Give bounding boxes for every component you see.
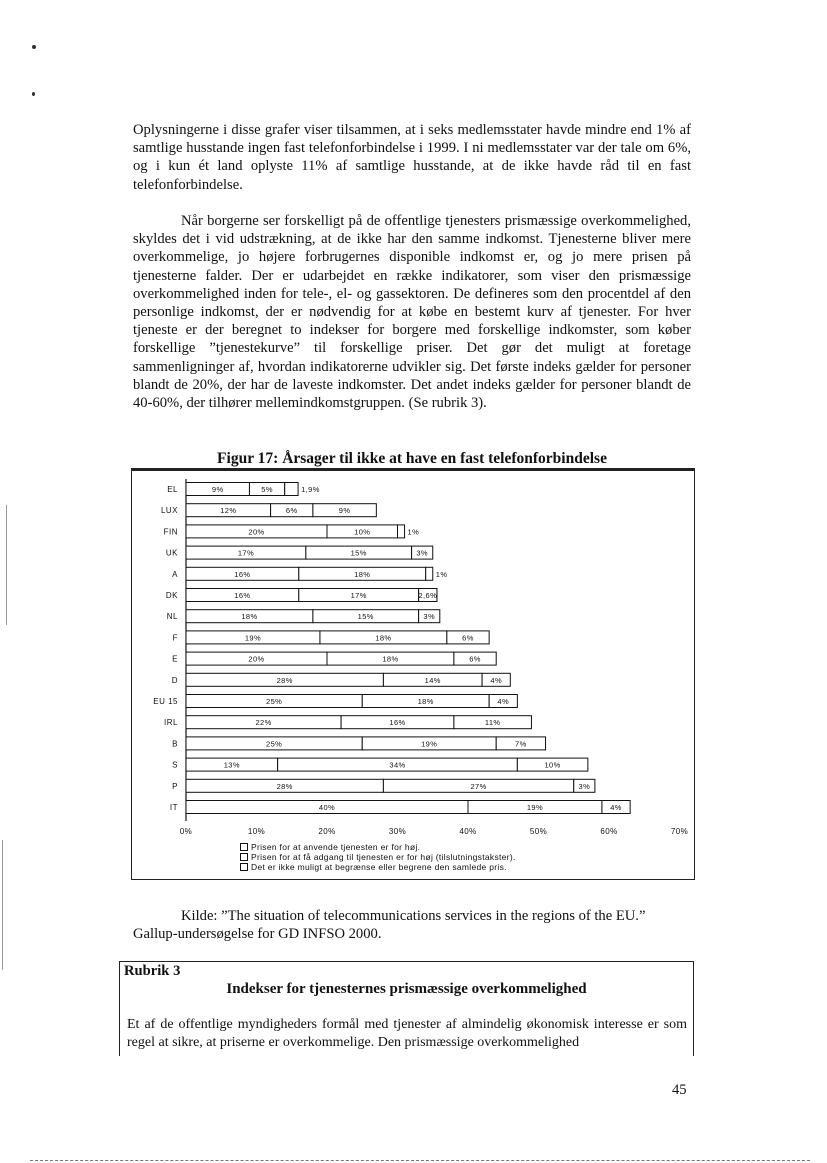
category-label: E [172, 654, 178, 664]
category-label: EU 15 [153, 697, 178, 706]
category-label: F [172, 633, 178, 643]
data-label: 25% [266, 739, 283, 749]
category-label: P [172, 781, 178, 791]
data-label: 2,6% [418, 591, 438, 600]
page-number: 45 [672, 1082, 687, 1098]
bar-segment [426, 567, 433, 580]
category-label: B [172, 739, 178, 749]
rubrik-label: Rubrik 3 [124, 963, 181, 979]
data-label: 3% [423, 612, 436, 622]
source-citation: Kilde: ”The situation of telecommunications services in the regions of the EU.” Gallup-undersøgelse for GD INFSO 2000. [133, 908, 646, 943]
category-label: A [172, 569, 178, 579]
data-label: 14% [424, 675, 441, 685]
category-label: IRL [164, 718, 178, 728]
data-label: 1% [407, 527, 420, 537]
scan-edge-line [2, 840, 3, 970]
data-label: 3% [416, 548, 428, 558]
data-label: 3% [578, 781, 591, 791]
data-label: 18% [375, 633, 392, 643]
data-label: 20% [248, 654, 265, 664]
paragraph-2: Når borgerne ser forskelligt på de offentlige tjenesters prismæssige overkommelighed, skyldes det i vid udstrækning, at de ikke har den samme indkomst. Tjenesterne bliver mere overkommelige, jo højere forbrugernes disponible indkomst er, og jo mere prisen på tjenesterne falder. Der er udarbejdet en række indikatorer, som viser den prismæssige overkommelighed inden for tele-, el- og gassektoren. De defineres som den procentdel af den personlige indkomst, der er nødvendig for at købe en bestemt kurv af tjenester. For hver tjeneste er der beregnet to indekser for borgere med forskellige indkomster, som køber forskellige ”tjenestekurve” til forskellige priser. Det gør det muligt at foretage sammenligninger af, hvordan indikatorerne udvikler sig. Det første indeks gælder for personer blandt de 20%, der har de laveste indkomster. Det andet indeks gælder for personer blandt de 40-60%, der tilhører mellemindkomstgruppen. (Se rubrik 3). [133, 213, 691, 412]
scan-bottom-edge [30, 1160, 810, 1162]
legend-label: Prisen for at anvende tjenesten er for høj. [251, 842, 421, 852]
data-label: 10% [354, 527, 371, 537]
data-label: 17% [350, 591, 367, 600]
data-label: 1% [435, 569, 448, 579]
data-label: 18% [417, 697, 434, 706]
category-label: DK [165, 591, 178, 600]
data-label: 9% [338, 506, 351, 516]
legend-item [240, 862, 516, 872]
data-label: 10% [544, 760, 561, 770]
legend-swatch [240, 853, 248, 861]
x-tick-label: 70% [670, 827, 689, 836]
rubrik-title: Indekser for tjenesternes prismæssige overkommelighed [226, 981, 587, 997]
x-tick-label: 0% [179, 827, 193, 836]
data-label: 13% [223, 760, 240, 770]
data-label: 40% [318, 803, 336, 812]
data-label: 4% [490, 675, 503, 685]
category-label: EL [167, 485, 178, 494]
data-label: 15% [350, 548, 367, 558]
data-label: 19% [421, 739, 438, 749]
data-label: 19% [244, 633, 262, 643]
stacked-bar-chart [132, 469, 696, 881]
data-label: 34% [389, 760, 406, 770]
scan-edge-line [6, 505, 7, 625]
chart-legend [240, 842, 516, 872]
legend-swatch [240, 843, 248, 851]
data-label: 16% [234, 569, 251, 579]
data-label: 12% [220, 506, 237, 516]
data-label: 17% [237, 548, 255, 558]
category-label: IT [169, 803, 178, 812]
paragraph-1: Oplysningerne i disse grafer viser tilsammen, at i seks medlemsstater havde mindre end 1% af samtlige husstande ingen fast telefonforbindelse i 1999. I ni medlemsstater var der tale om 6%, og i kun ét land oplyste 11% af samtlige husstande, at de ikke havde råd til en fast telefonforbindelse. [133, 122, 691, 193]
legend-item [240, 852, 516, 862]
legend-item [240, 842, 516, 852]
data-label: 4% [610, 803, 622, 812]
data-label: 7% [515, 739, 527, 749]
figure-title: Figur 17: Årsager til ikke at have en fast telefonforbindelse [217, 450, 607, 467]
legend-swatch [240, 863, 248, 871]
legend-label: Prisen for at få adgang til tjenesten er for høj (tilslutningstakster). [251, 852, 516, 862]
data-label: 19% [526, 803, 544, 812]
data-label: 20% [248, 527, 265, 537]
category-label: UK [165, 548, 178, 558]
data-label: 28% [276, 675, 293, 685]
bar-segment [285, 483, 298, 496]
category-label: D [171, 675, 178, 685]
data-label: 25% [266, 697, 283, 706]
data-label: 18% [354, 569, 371, 579]
category-label: S [172, 760, 178, 770]
data-label: 1,9% [301, 485, 320, 494]
x-tick-label: 10% [247, 827, 266, 836]
data-label: 16% [389, 718, 406, 728]
x-tick-label: 60% [600, 827, 618, 836]
x-tick-label: 50% [529, 827, 548, 836]
data-label: 11% [484, 718, 501, 728]
data-label: 6% [469, 654, 481, 664]
data-label: 6% [285, 506, 298, 516]
data-label: 9% [211, 485, 224, 494]
category-label: NL [166, 612, 178, 622]
x-tick-label: 30% [388, 827, 407, 836]
data-label: 18% [241, 612, 258, 622]
data-label: 4% [497, 697, 510, 706]
data-label: 6% [462, 633, 474, 643]
data-label: 5% [261, 485, 273, 494]
data-label: 27% [470, 781, 487, 791]
figure-frame [131, 468, 695, 880]
scan-dot [32, 45, 36, 49]
legend-label: Det er ikke muligt at begrænse eller begrene den samlede pris. [251, 862, 507, 872]
rubrik-text: Et af de offentlige myndigheders formål med tjenester af almindelig økonomisk interesse er som regel at sikre, at priserne er overkommelige. Den prismæssige overkommelighed [127, 1017, 687, 1050]
data-label: 28% [276, 781, 293, 791]
x-tick-label: 40% [459, 827, 477, 836]
data-label: 15% [357, 612, 374, 622]
data-label: 16% [234, 591, 251, 600]
data-label: 18% [382, 654, 399, 664]
scan-dot [32, 92, 35, 96]
bar-segment [398, 525, 405, 538]
x-tick-label: 20% [318, 827, 336, 836]
data-label: 22% [255, 718, 272, 728]
category-label: FIN [163, 527, 178, 537]
category-label: LUX [160, 506, 178, 516]
